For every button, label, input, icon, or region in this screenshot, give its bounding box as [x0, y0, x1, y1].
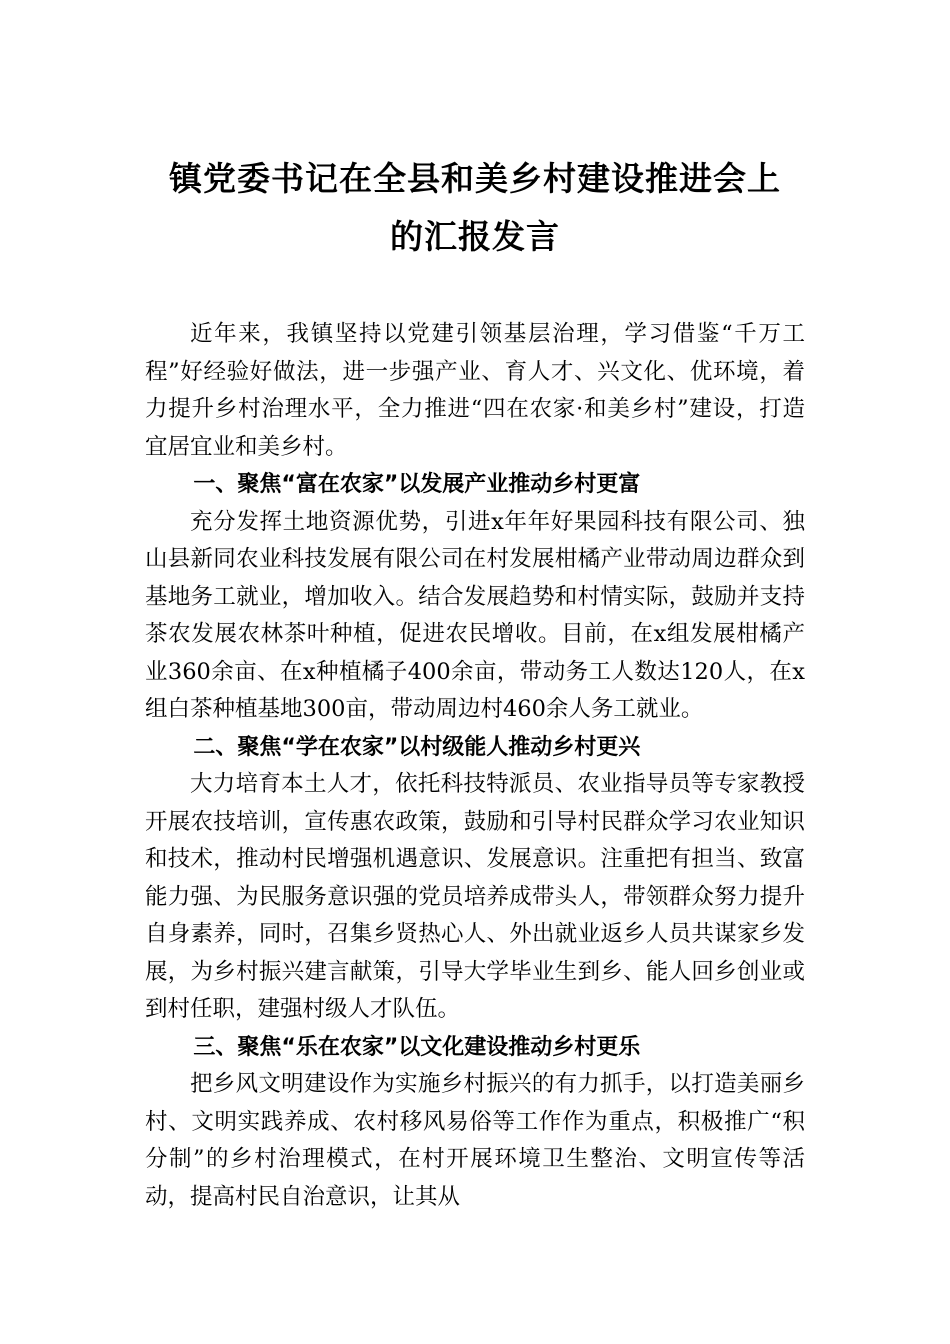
section-paragraph-1: 充分发挥土地资源优势，引进x年年好果园科技有限公司、独山县新同农业科技发展有限公司在村发展柑橘产业带动周边群众到基地务工就业，增加收入。结合发展趋势和村情实际，鼓励并支持茶农发展农林茶叶种植，促进农民增收。目前，在x组发展柑橘产业360余亩、在x种植橘子400余亩，带动务工人数达120人，在x组白茶种植基地300亩，带动周边村460余人务工就业。 [145, 508, 805, 722]
section-heading-2: 二、聚焦“学在农家”以村级能人推动乡村更兴 [193, 734, 641, 760]
document-page [145, 150, 805, 1216]
section-paragraph-3: 把乡风文明建设作为实施乡村振兴的有力抓手，以打造美丽乡村、文明实践养成、农村移风易俗等工作作为重点，积极推广“积分制”的乡村治理模式，在村开展环境卫生整治、文明宣传等活动，提高村民自治意识，让其从 [145, 1071, 805, 1210]
document-body [145, 316, 805, 1216]
title-line-1: 镇党委书记在全县和美乡村建设推进会上 [169, 159, 781, 198]
intro-paragraph: 近年来，我镇坚持以党建引领基层治理，学习借鉴“千万工程”好经验好做法，进一步强产业、育人才、兴文化、优环境，着力提升乡村治理水平，全力推进“四在农家·和美乡村”建设，打造宜居宜业和美乡村。 [145, 321, 805, 460]
document-title [145, 150, 805, 266]
section-paragraph-2: 大力培育本土人才，依托科技特派员、农业指导员等专家教授开展农技培训，宣传惠农政策，鼓励和引导村民群众学习农业知识和技术，推动村民增强机遇意识、发展意识。注重把有担当、致富能力强、为民服务意识强的党员培养成带头人，带领群众努力提升自身素养，同时，召集乡贤热心人、外出就业返乡人员共谋家乡发展，为乡村振兴建言献策，引导大学毕业生到乡、能人回乡创业或到村任职，建强村级人才队伍。 [145, 771, 805, 1022]
section-heading-1: 一、聚焦“富在农家”以发展产业推动乡村更富 [193, 472, 641, 497]
title-line-2: 的汇报发言 [390, 217, 560, 256]
section-heading-3: 三、聚焦“乐在农家”以文化建设推动乡村更乐 [193, 1034, 641, 1060]
